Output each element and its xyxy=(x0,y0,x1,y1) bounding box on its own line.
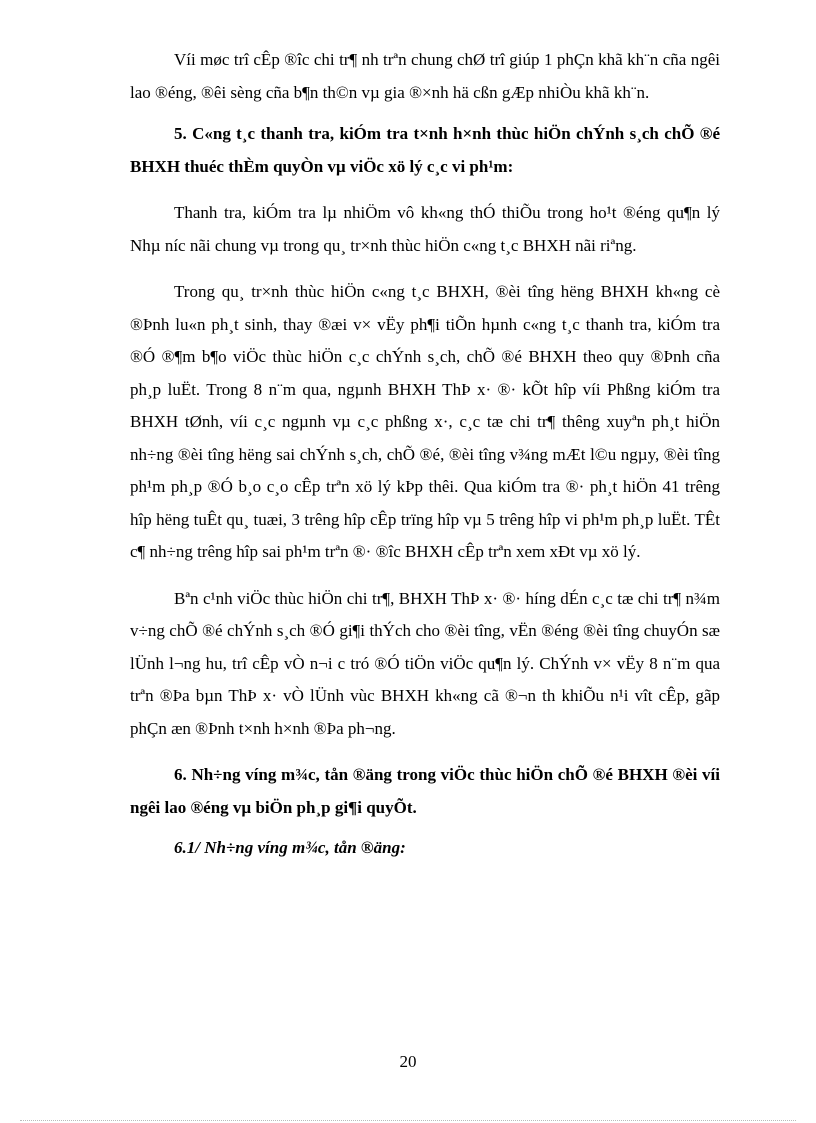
body-paragraph: Trong qu¸ tr×nh thùc hiÖn c«ng t¸c BHXH, ®èi tîng hëng BHXH kh«ng cè ®Þnh lu«n ph¸t sinh, thay ®æi v× vËy ph¶i tiÕn hµnh c«ng t¸c thanh tra, kiÓm tra ®Ó ®¶m b¶o viÖc thùc hiÖn c¸c chÝnh s¸ch, chÕ ®é BHXH theo quy ®Þnh cña ph¸p luËt. Trong 8 n¨m qua, ngµnh BHXH ThÞ x· ®· kÕt hîp víi Phßng kiÓm tra BHXH tØnh, víi c¸c ngµnh vµ c¸c phßng x·, c¸c tæ chi tr¶ thêng xuyªn ph¸t hiÖn nh÷ng ®èi tîng hëng sai chÝnh s¸ch, chÕ ®é, ®èi tîng v¾ng mÆt l©u ngµy, ®èi tîng ph¹m ph¸p ®Ó b¸o c¸o cÊp trªn xö lý kÞp thêi. Qua kiÓm tra ®· ph¸t hiÖn 41 trêng hîp hëng tuÊt qu¸ tuæi, 3 trêng hîp cÊp trïng hîp vµ 5 trêng hîp vi ph¹m ph¸p luËt. TÊt c¶ nh÷ng trêng hîp sai ph¹m trªn ®· ®îc BHXH cÊp trªn xem xÐt vµ xö lý. xyxy=(130,282,720,561)
page-number: 20 xyxy=(399,1052,417,1071)
document-body xyxy=(130,44,720,865)
section-heading: 5. C«ng t¸c thanh tra, kiÓm tra t×nh h×nh thùc hiÖn chÝnh s¸ch chÕ ®é BHXH thuéc thÈm quyÒn vµ viÖc xö lý c¸c vi ph¹m: xyxy=(130,124,720,176)
body-paragraph: Bªn c¹nh viÖc thùc hiÖn chi tr¶, BHXH ThÞ x· ®· híng dÉn c¸c tæ chi tr¶ n¾m v÷ng chÕ ®é chÝnh s¸ch ®Ó gi¶i thÝch cho ®èi tîng, vËn ®éng ®èi tîng chuyÓn sæ lÜnh l¬ng hu, trî cÊp vÒ n¬i c tró ®Ó tiÖn viÖc qu¶n lý. ChÝnh v× vËy 8 n¨m qua trªn ®Þa bµn ThÞ x· vÒ lÜnh vùc BHXH kh«ng cã ®¬n th khiÕu n¹i vît cÊp, gãp phÇn æn ®Þnh t×nh h×nh ®Þa ph¬ng. xyxy=(130,588,720,738)
body-paragraph: Thanh tra, kiÓm tra lµ nhiÖm vô kh«ng thÓ thiÕu trong ho¹t ®éng qu¶n lý Nhµ níc nãi chung vµ trong qu¸ tr×nh thùc hiÖn c«ng t¸c BHXH nãi riªng. xyxy=(130,203,720,255)
subsection-heading: 6.1/ Nh÷ng víng m¾c, tån ®äng: xyxy=(174,838,406,857)
section-heading: 6. Nh÷ng víng m¾c, tån ®äng trong viÖc thùc hiÖn chÕ ®é BHXH ®èi víi ngêi lao ®éng vµ biÖn ph¸p gi¶i quyÕt. xyxy=(130,765,720,817)
body-paragraph: Víi møc trî cÊp ®îc chi tr¶ nh trªn chung chØ trî giúp 1 phÇn khã kh¨n cña ngêi lao ®éng, ®êi sèng cña b¶n th©n vµ gia ®×nh hä cßn gÆp nhiÒu khã kh¨n. xyxy=(130,50,720,102)
footer-divider xyxy=(20,1120,796,1121)
